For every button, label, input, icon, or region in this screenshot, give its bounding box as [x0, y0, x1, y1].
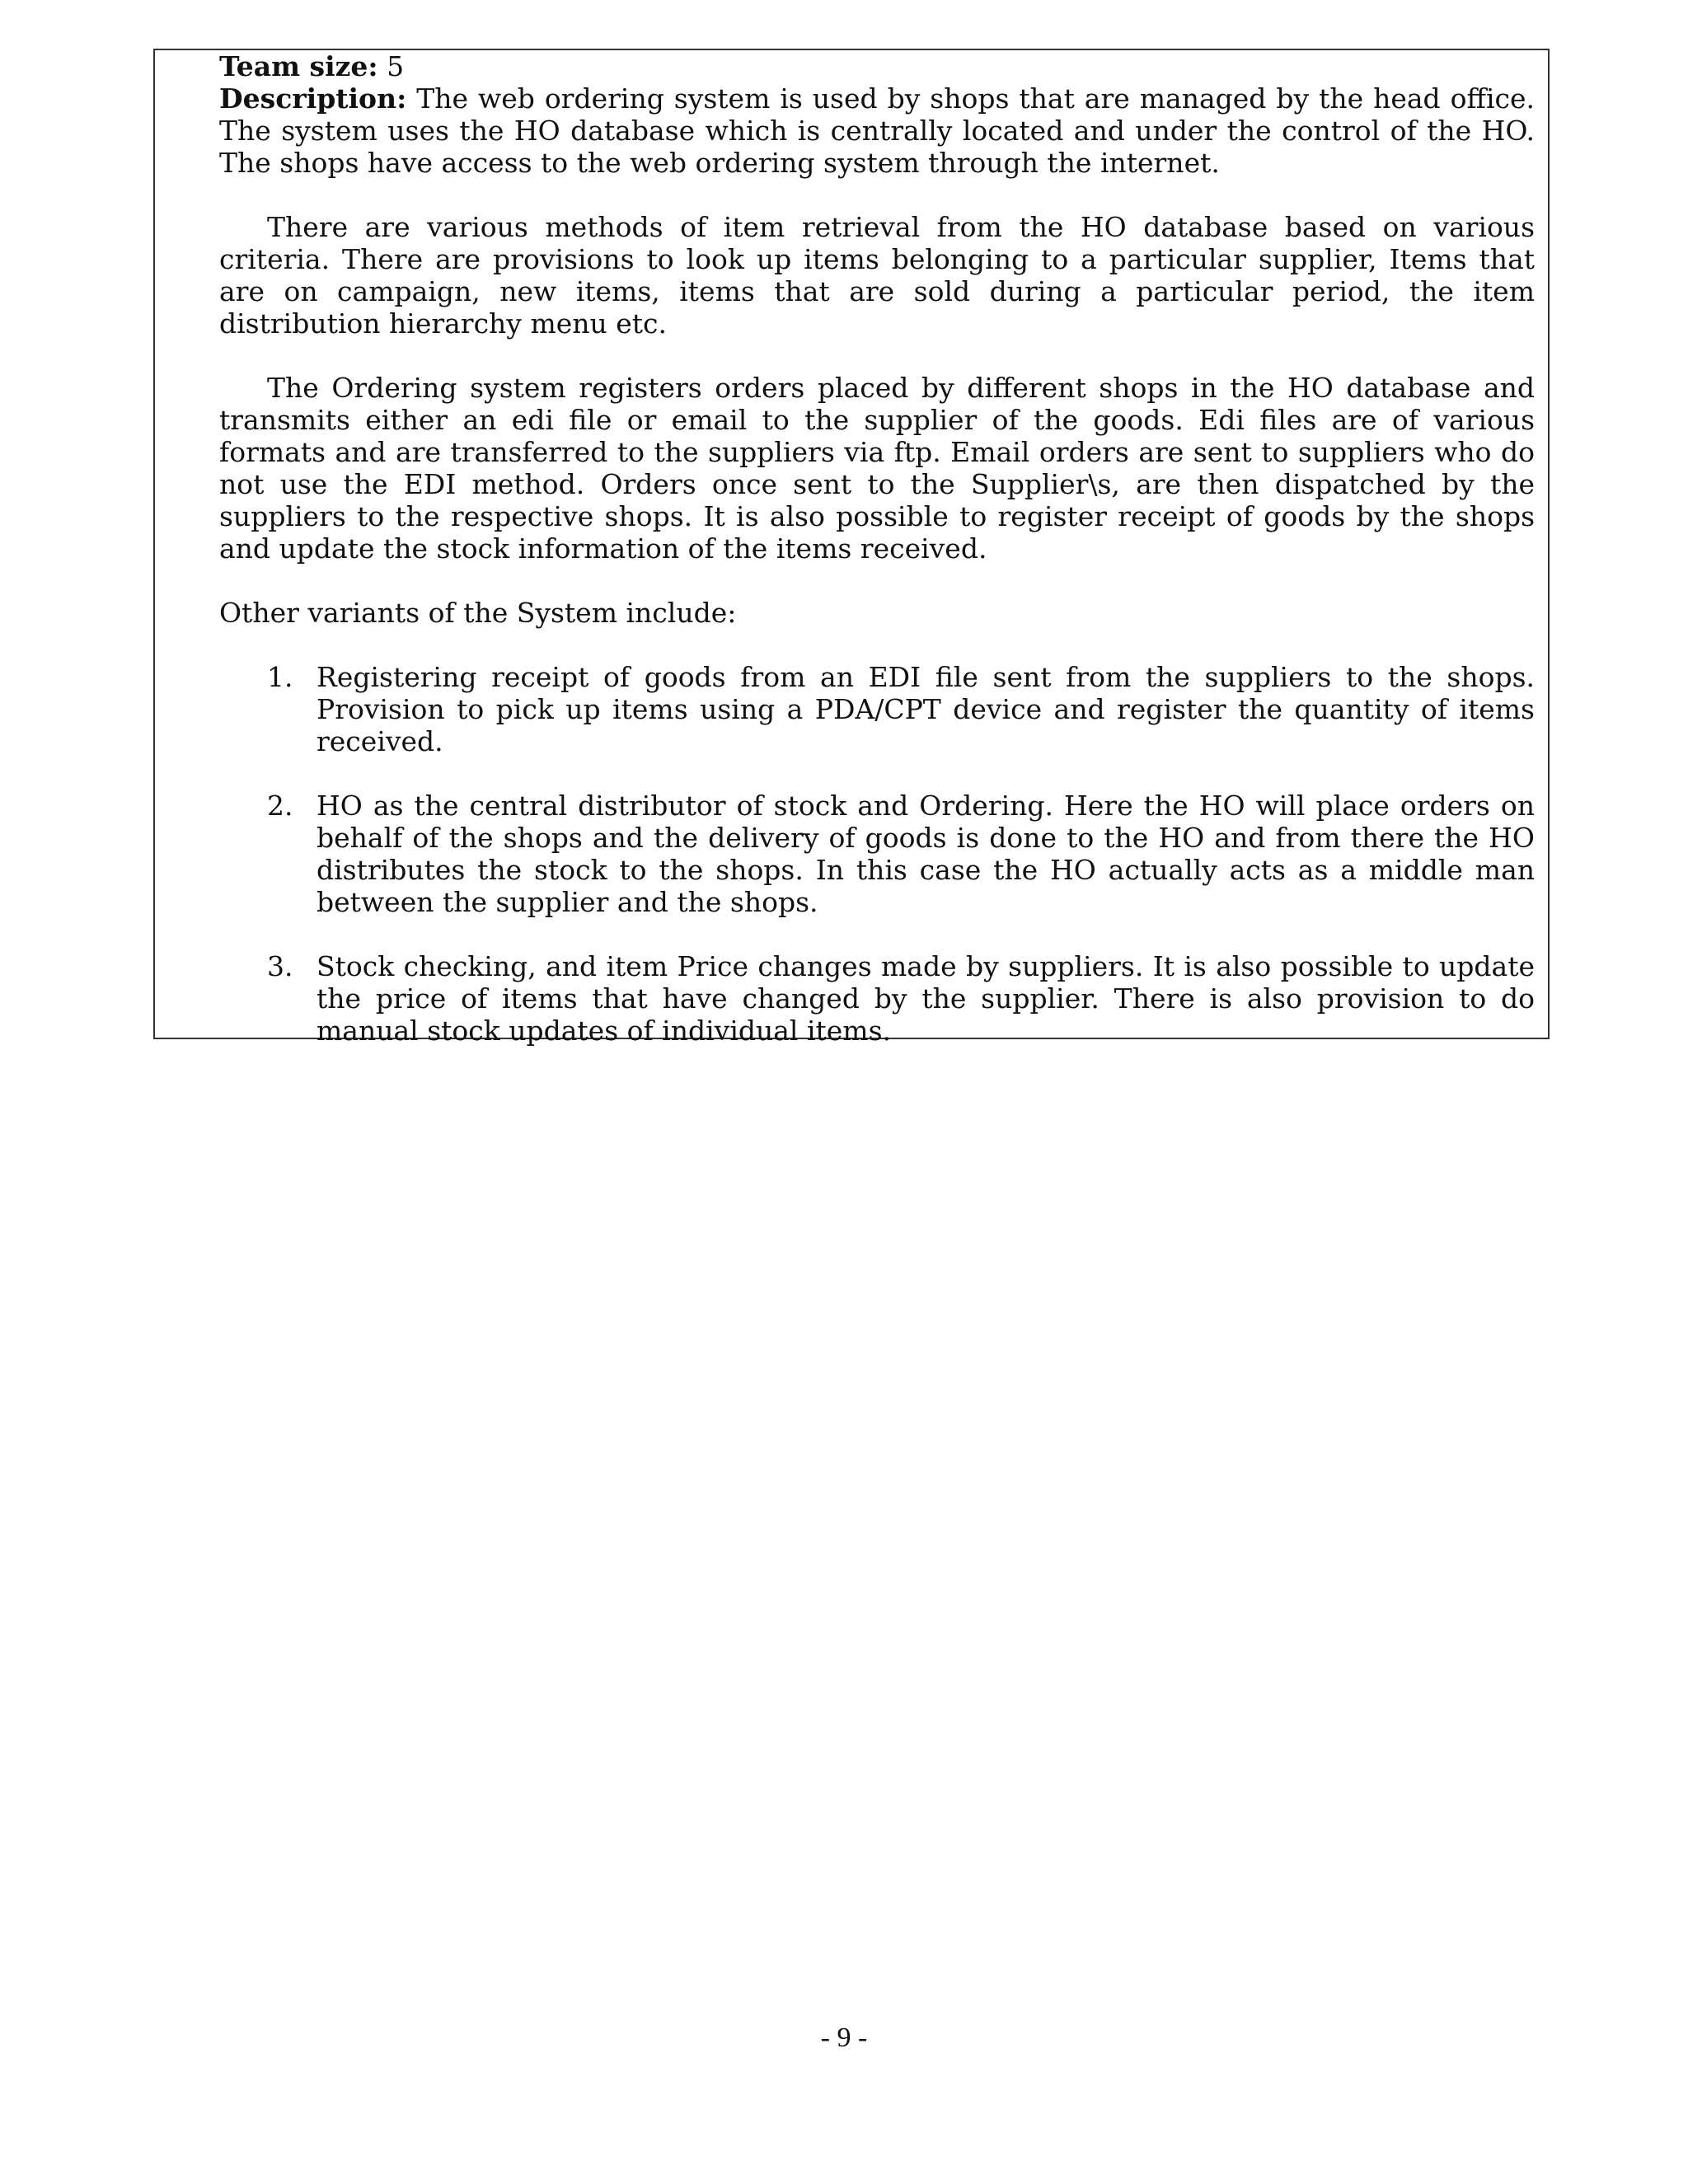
list-spacer [219, 757, 1535, 790]
project-description-box [153, 49, 1550, 1047]
variant-text: Registering receipt of goods from an EDI file sent from the suppliers to the shops. Provision to pick up items using a PDA/CPT device and register the quantity of items received. [316, 661, 1535, 757]
page-number: - 9 - [820, 2022, 868, 2053]
variant-text: Stock checking, and item Price changes made by suppliers. It is also possible to update the price of items that have changed by the supplier. There is also provision to do manual stock updates of individual items. [316, 950, 1535, 1047]
team-size-label: Team size: [219, 50, 378, 82]
paragraph-spacer [219, 179, 1535, 211]
description-text: The web ordering system is used by shops that are managed by the head office. The system uses the HO database which is centrally located and under the control of the HO. The shops have access to the web ordering system through the internet. [219, 82, 1535, 179]
variants-list [219, 661, 1535, 1047]
variant-number: 1. [267, 661, 293, 693]
list-spacer [219, 918, 1535, 950]
retrieval-paragraph: There are various methods of item retrieval from the HO database based on various criteria. There are provisions to look up items belonging to a particular supplier, Items that are on campaign, new items, items that are sold during a particular period, the item distribution hierarchy menu etc. [219, 211, 1535, 340]
team-size-line [219, 50, 1535, 82]
paragraph-spacer [219, 340, 1535, 372]
paragraph-spacer [219, 629, 1535, 661]
project-description-content [219, 50, 1535, 1047]
variant-item [219, 790, 1535, 918]
paragraph-spacer [219, 565, 1535, 597]
variant-number: 2. [267, 790, 293, 822]
variant-text: HO as the central distributor of stock and Ordering. Here the HO will place orders on behalf of the shops and the delivery of goods is done to the HO and from there the HO distributes the stock to the shops. In this case the HO actually acts as a middle man between the supplier and the shops. [316, 790, 1535, 918]
ordering-paragraph: The Ordering system registers orders placed by different shops in the HO database and transmits either an edi file or email to the supplier of the goods. Edi files are of various formats and are transferred to the suppliers via ftp. Email orders are sent to suppliers who do not use the EDI method. Orders once sent to the Supplier\s, are then dispatched by the suppliers to the respective shops. It is also possible to register receipt of goods by the shops and update the stock information of the items received. [219, 372, 1535, 565]
variants-heading: Other variants of the System include: [219, 597, 737, 629]
team-size-value: 5 [377, 50, 405, 82]
variant-item [219, 950, 1535, 1047]
description-label: Description: [219, 82, 407, 115]
description-paragraph [219, 82, 1535, 179]
variant-item [219, 661, 1535, 757]
variant-number: 3. [267, 950, 293, 982]
